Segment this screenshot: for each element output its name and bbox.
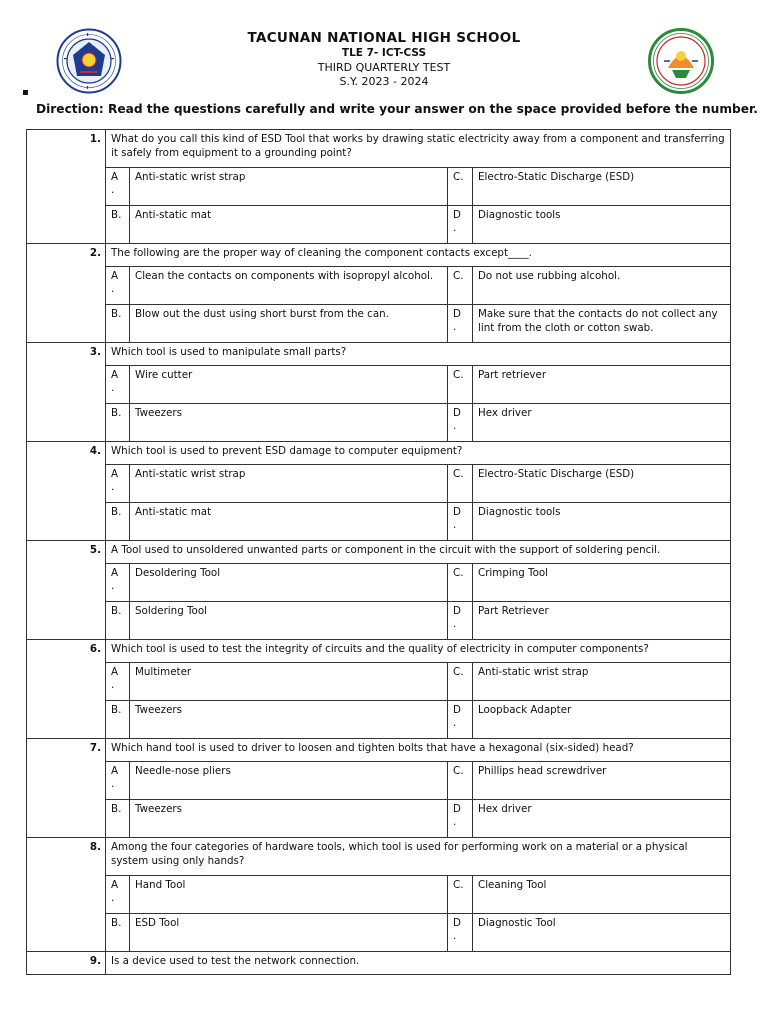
option-a: Clean the contacts on components with isopropyl alcohol. [130,267,448,305]
option-row [27,206,731,244]
test-title: THIRD QUARTERLY TEST [317,61,451,74]
option-dot: . [453,420,457,432]
option-letter-b: B. [106,305,130,343]
question-text: Which tool is used to test the integrity of circuits and the quality of electricity in computer components? [106,640,731,663]
question-text: Which tool is used to manipulate small parts? [106,343,731,366]
question-text: The following are the proper way of cleaning the component contacts except____. [106,244,731,267]
option-letter-b: B. [106,206,130,244]
option-label: A [111,171,119,183]
option-letter-a [106,876,130,914]
option-c: Part retriever [473,366,731,404]
option-a: Needle-nose pliers [130,762,448,800]
option-row [27,914,731,952]
subject-title: TLE 7- ICT-CSS [341,47,427,59]
question-row [27,343,731,366]
option-row [27,701,731,739]
option-dot: . [111,679,115,691]
question-text: A Tool used to unsoldered unwanted parts or component in the circuit with the support of soldering pencil. [106,541,731,564]
school-year: S.Y. 2023 - 2024 [339,75,429,88]
option-c: Do not use rubbing alcohol. [473,267,731,305]
option-letter-c: C. [448,564,473,602]
option-label: D [453,605,461,617]
question-number: 6. [27,640,106,739]
option-label: A [111,369,119,381]
option-letter-b: B. [106,503,130,541]
option-letter-c: C. [448,267,473,305]
division-seal-icon [648,28,714,94]
option-c: Electro-Static Discharge (ESD) [473,465,731,503]
question-row [27,640,731,663]
option-dot: . [111,283,115,295]
option-row [27,800,731,838]
option-label: D [453,803,461,815]
question-number: 9. [27,952,106,975]
option-row [27,168,731,206]
option-a: Anti-static wrist strap [130,465,448,503]
option-letter-a [106,564,130,602]
option-label: D [453,209,461,221]
option-letter-b: B. [106,701,130,739]
option-d: Hex driver [473,800,731,838]
option-c: Cleaning Tool [473,876,731,914]
option-d: Part Retriever [473,602,731,640]
option-letter-c: C. [448,876,473,914]
option-letter-c: C. [448,168,473,206]
option-label: D [453,506,461,518]
question-number: 2. [27,244,106,343]
option-label: D [453,407,461,419]
option-row [27,602,731,640]
option-dot: . [111,382,115,394]
option-d: Diagnostic tools [473,503,731,541]
option-letter-d [448,305,473,343]
option-label: A [111,270,119,282]
option-a: Desoldering Tool [130,564,448,602]
option-row [27,663,731,701]
question-row [27,739,731,762]
option-letter-b: B. [106,800,130,838]
option-d: Diagnostic tools [473,206,731,244]
option-c: Anti-static wrist strap [473,663,731,701]
option-letter-d [448,800,473,838]
option-dot: . [111,778,115,790]
option-row [27,366,731,404]
option-dot: . [453,321,457,333]
question-number: 3. [27,343,106,442]
question-row [27,130,731,168]
option-b: Soldering Tool [130,602,448,640]
option-letter-d [448,404,473,442]
option-dot: . [453,717,457,729]
option-a: Wire cutter [130,366,448,404]
question-row [27,244,731,267]
option-label: A [111,468,119,480]
option-dot: . [111,184,115,196]
option-row [27,404,731,442]
option-dot: . [453,930,457,942]
option-c: Phillips head screwdriver [473,762,731,800]
option-d: Loopback Adapter [473,701,731,739]
question-text: Which hand tool is used to driver to loosen and tighten bolts that have a hexagonal (six-sided) head? [106,739,731,762]
option-a: Multimeter [130,663,448,701]
option-letter-c: C. [448,465,473,503]
option-label: A [111,567,119,579]
option-label: A [111,765,119,777]
option-dot: . [453,618,457,630]
option-letter-b: B. [106,602,130,640]
question-number: 7. [27,739,106,838]
option-row [27,503,731,541]
option-b: Tweezers [130,800,448,838]
option-a: Hand Tool [130,876,448,914]
question-number: 1. [27,130,106,244]
option-row [27,465,731,503]
option-b: Tweezers [130,701,448,739]
question-row [27,952,731,975]
option-letter-a [106,762,130,800]
option-dot: . [453,519,457,531]
direction-text: Direction: Read the questions carefully and write your answer on the space provided before the number. [36,102,758,116]
option-label: A [111,879,119,891]
option-dot: . [111,892,115,904]
option-a: Anti-static wrist strap [130,168,448,206]
option-label: D [453,704,461,716]
question-row [27,838,731,876]
option-dot: . [111,481,115,493]
option-letter-d [448,701,473,739]
option-d: Hex driver [473,404,731,442]
option-letter-a [106,267,130,305]
option-letter-d [448,602,473,640]
option-row [27,564,731,602]
option-b: Tweezers [130,404,448,442]
question-text: Is a device used to test the network connection. [106,952,731,975]
option-letter-a [106,168,130,206]
option-row [27,762,731,800]
quiz-table [26,129,731,975]
option-b: Anti-static mat [130,206,448,244]
question-number: 4. [27,442,106,541]
question-row [27,541,731,564]
option-letter-b: B. [106,404,130,442]
question-row [27,442,731,465]
question-number: 5. [27,541,106,640]
question-number: 8. [27,838,106,952]
option-b: Anti-static mat [130,503,448,541]
option-letter-d [448,914,473,952]
option-row [27,305,731,343]
school-name: TACUNAN NATIONAL HIGH SCHOOL [247,30,521,46]
bullet-mark: ▪ [22,87,29,98]
option-c: Crimping Tool [473,564,731,602]
option-letter-d [448,206,473,244]
option-letter-a [106,465,130,503]
option-dot: . [453,222,457,234]
option-row [27,267,731,305]
option-row [27,876,731,914]
option-dot: . [111,580,115,592]
option-d: Diagnostic Tool [473,914,731,952]
question-text: Which tool is used to prevent ESD damage to computer equipment? [106,442,731,465]
option-letter-b: B. [106,914,130,952]
option-letter-c: C. [448,663,473,701]
option-b: Blow out the dust using short burst from the can. [130,305,448,343]
option-d: Make sure that the contacts do not collect any lint from the cloth or cotton swab. [473,305,731,343]
question-text: What do you call this kind of ESD Tool that works by drawing static electricity away from a component and transferring it safely from equipment to a grounding point? [106,130,731,168]
option-label: A [111,666,119,678]
option-letter-d [448,503,473,541]
option-b: ESD Tool [130,914,448,952]
option-letter-a [106,663,130,701]
option-dot: . [453,816,457,828]
option-c: Electro-Static Discharge (ESD) [473,168,731,206]
option-label: D [453,917,461,929]
option-letter-a [106,366,130,404]
option-letter-c: C. [448,762,473,800]
question-text: Among the four categories of hardware tools, which tool is used for performing work on a material or a physical system using only hands? [106,838,731,876]
document-header [0,0,768,100]
option-letter-c: C. [448,366,473,404]
option-label: D [453,308,461,320]
